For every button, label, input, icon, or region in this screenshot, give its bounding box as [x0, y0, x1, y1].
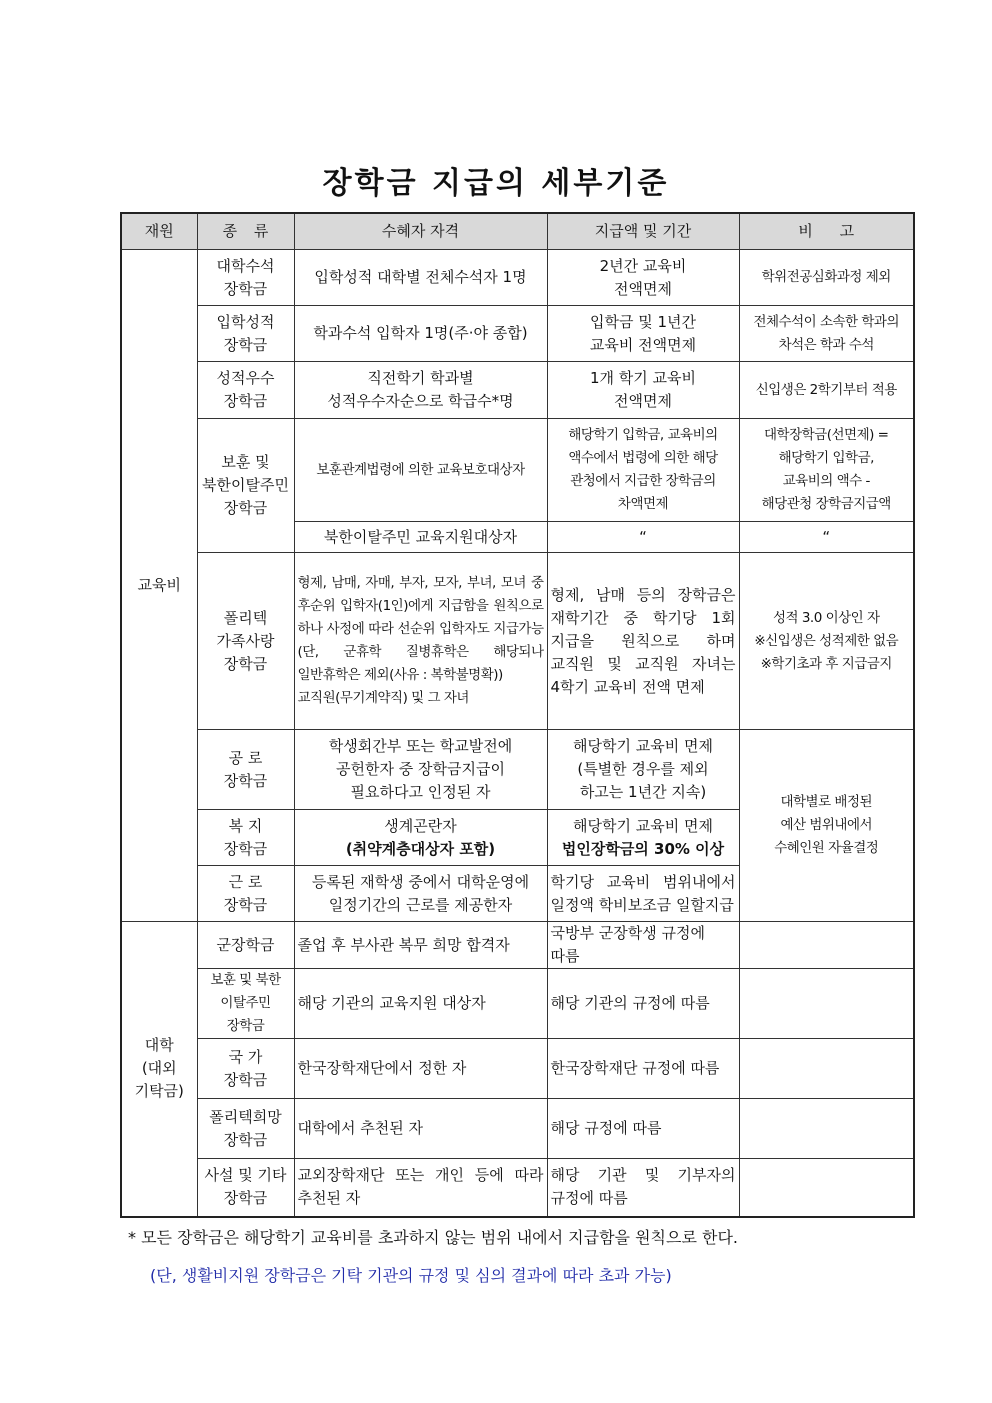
- amount-cell: [547, 810, 739, 866]
- type-cell: 공 로 장학금: [197, 730, 294, 810]
- table-row: [121, 250, 914, 306]
- scholarship-criteria-table: [120, 212, 915, 1218]
- type-cell: 보훈 및 북한 이탈주민 장학금: [197, 969, 294, 1039]
- amount-cell: 학기당 교육비 범위내에서 일정액 학비보조금 일할지급: [547, 866, 739, 922]
- table-row: [121, 553, 914, 730]
- qualification-cell: 보훈관계법령에 의한 교육보호대상자: [294, 419, 547, 522]
- amount-cell: 해당 기관의 규정에 따름: [547, 969, 739, 1039]
- type-cell: 군장학금: [197, 922, 294, 969]
- amount-bold-text: 법인장학금의 30% 이상: [561, 839, 725, 858]
- header-remarks: 비 고: [739, 213, 914, 250]
- type-cell: 폴리텍희망 장학금: [197, 1099, 294, 1159]
- remarks-cell: 성적 3.0 이상인 자 ※신입생은 성적제한 없음 ※학기초과 후 지급금지: [739, 553, 914, 730]
- remarks-cell: 신입생은 2학기부터 적용: [739, 362, 914, 419]
- qualification-cell: 학생회간부 또는 학교발전에 공헌한자 중 장학금지급이 필요하다고 인정된 자: [294, 730, 547, 810]
- table-header-row: [121, 213, 914, 250]
- qualification-cell: 졸업 후 부사관 복무 희망 합격자: [294, 922, 547, 969]
- amount-cell: 형제, 남매 등의 장학금은 재학기간 중 학기당 1회 지급을 원칙으로 하며 교직원 및 교직원 자녀는 4학기 교육비 전액 면제: [547, 553, 739, 730]
- qualification-cell: 직전학기 학과별 성적우수자순으로 학급수*명: [294, 362, 547, 419]
- type-cell: 성적우수 장학금: [197, 362, 294, 419]
- amount-cell: 해당학기 교육비 면제 (특별한 경우를 제외 하고는 1년간 지속): [547, 730, 739, 810]
- table-row: [121, 419, 914, 522]
- qualification-cell: [294, 810, 547, 866]
- type-cell: 사설 및 기타 장학금: [197, 1159, 294, 1217]
- remarks-cell: 전체수석이 소속한 학과의 차석은 학과 수석: [739, 306, 914, 362]
- remarks-cell: [739, 1039, 914, 1099]
- qualification-cell: 해당 기관의 교육지원 대상자: [294, 969, 547, 1039]
- header-type: 종 류: [197, 213, 294, 250]
- qualification-cell: 한국장학재단에서 정한 자: [294, 1039, 547, 1099]
- amount-cell: 해당학기 입학금, 교육비의 액수에서 법령에 의한 해당 관청에서 지급한 장학금의 차액면제: [547, 419, 739, 522]
- type-cell: 폴리텍 가족사랑 장학금: [197, 553, 294, 730]
- amount-cell: 입학금 및 1년간 교육비 전액면제: [547, 306, 739, 362]
- table-row: [121, 730, 914, 810]
- qualification-text: 생계곤란자: [384, 816, 457, 835]
- remarks-cell: “: [739, 522, 914, 553]
- type-cell: 국 가 장학금: [197, 1039, 294, 1099]
- type-cell: 대학수석 장학금: [197, 250, 294, 306]
- type-cell: 복 지 장학금: [197, 810, 294, 866]
- table-row: [121, 306, 914, 362]
- footnote-principle: * 모든 장학금은 해당학기 교육비를 초과하지 않는 범위 내에서 지급함을 원칙으로 한다.: [128, 1228, 738, 1247]
- remarks-cell: [739, 1099, 914, 1159]
- header-amount-period: 지급액 및 기간: [547, 213, 739, 250]
- table-row: [121, 362, 914, 419]
- qualification-cell: 등록된 재학생 중에서 대학운영에 일정기간의 근로를 제공한자: [294, 866, 547, 922]
- amount-cell: 1개 학기 교육비 전액면제: [547, 362, 739, 419]
- table-row: [121, 1159, 914, 1217]
- qualification-cell: 북한이탈주민 교육지원대상자: [294, 522, 547, 553]
- amount-cell: 국방부 군장학생 규정에 따름: [547, 922, 739, 969]
- amount-cell: 해당 규정에 따름: [547, 1099, 739, 1159]
- qualification-bold-text: (취약계층대상자 포함): [345, 839, 496, 858]
- table-row: [121, 922, 914, 969]
- qualification-cell: 학과수석 입학자 1명(주·야 종합): [294, 306, 547, 362]
- type-cell: 입학성적 장학금: [197, 306, 294, 362]
- remarks-cell: 대학장학금(선면제) = 해당학기 입학금, 교육비의 액수 - 해당관청 장학금지급액: [739, 419, 914, 522]
- amount-cell: 2년간 교육비 전액면제: [547, 250, 739, 306]
- amount-cell: 해당 기관 및 기부자의 규정에 따름: [547, 1159, 739, 1217]
- type-cell: 보훈 및 북한이탈주민 장학금: [197, 419, 294, 553]
- page-title: 장학금 지급의 세부기준: [322, 166, 670, 201]
- header-qualification: 수혜자 자격: [294, 213, 547, 250]
- header-source: 재원: [121, 213, 197, 250]
- table-row: [121, 1099, 914, 1159]
- qualification-cell: 교외장학재단 또는 개인 등에 따라 추천된 자: [294, 1159, 547, 1217]
- group-education-fee: 교육비: [121, 250, 197, 922]
- amount-cell: 한국장학재단 규정에 따름: [547, 1039, 739, 1099]
- remarks-cell: 학위전공심화과정 제외: [739, 250, 914, 306]
- table-row: [121, 969, 914, 1039]
- remarks-cell: [739, 922, 914, 969]
- remarks-cell: [739, 969, 914, 1039]
- amount-cell: “: [547, 522, 739, 553]
- remarks-cell: [739, 1159, 914, 1217]
- qualification-cell: 대학에서 추천된 자: [294, 1099, 547, 1159]
- qualification-cell: 입학성적 대학별 전체수석자 1명: [294, 250, 547, 306]
- table-row: [121, 1039, 914, 1099]
- remarks-cell: 대학별로 배정된 예산 범위내에서 수혜인원 자율결정: [739, 730, 914, 922]
- type-cell: 근 로 장학금: [197, 866, 294, 922]
- group-university-donation: 대학 (대외 기탁금): [121, 922, 197, 1217]
- amount-text: 해당학기 교육비 면제: [573, 816, 713, 835]
- qualification-cell: 형제, 남매, 자매, 부자, 모자, 부녀, 모녀 중 후순위 입학자(1인)에게 지급함을 원칙으로 하나 사정에 따라 선순위 입학자도 지급가능 (단, 군휴학 질병휴학은 해당되나 일반휴학은 제외(사유 : 복학불명확)) 교직원(무기계약직) 및 그 자녀: [294, 553, 547, 730]
- footnote-exception: (단, 생활비지원 장학금은 기탁 기관의 규정 및 심의 결과에 따라 초과 가능): [150, 1266, 672, 1285]
